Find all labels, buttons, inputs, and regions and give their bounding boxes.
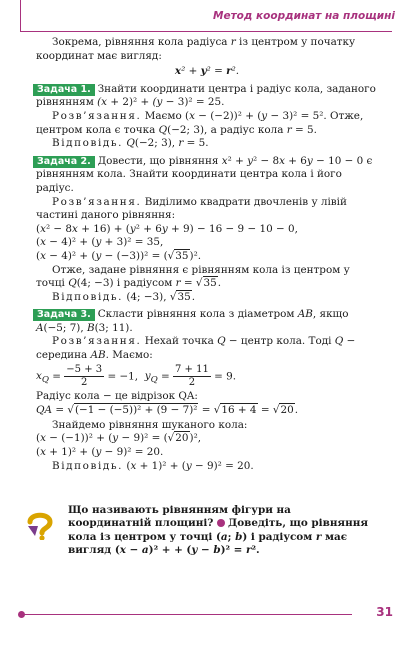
xq-fraction: $\frac{-5 + 3}{2}$: [66, 363, 103, 388]
review-question-box: [36, 504, 376, 572]
task3-solution: Розв’язання. Нехай точка Q − центр кола. Тоді Q − середина AB. Маємо:: [36, 335, 356, 362]
task3-eq1: (x − (−1))² + (y − 9)² = (√20)²,: [36, 432, 202, 445]
task2-answer: Відповідь. (4; −3), √35.: [52, 290, 195, 303]
task3-answer: Відповідь. (x + 1)² + (y − 9)² = 20.: [52, 459, 254, 472]
task3-eq2: (x + 1)² + (y − 9)² = 20.: [36, 446, 164, 459]
task3-statement: Задача 3. Скласти рівняння кола з діаметром AB, якщо A(−5; 7), B(3; 11).: [36, 308, 378, 335]
task3-qa-formula: QA = √(−1 − (−5))² + (9 − 7)² = √16 + 4 = √20.: [36, 404, 298, 417]
task3-found-line: Знайдемо рівняння шуканого кола:: [52, 418, 248, 431]
circle-origin-formula: x² + y² = r².: [174, 65, 240, 78]
header-vertical-rule: [20, 0, 21, 32]
review-questions: Що називають рівнянням фігури на координатній площині? Доведіть, що рівняння кола із центром у точці (a; b) і радіусом r має вигляд (x − a)² + + (y − b)² = r².: [68, 504, 368, 557]
page-number: 31: [376, 605, 393, 619]
bullet-dot-icon: [217, 519, 225, 527]
question-mark-icon: [26, 508, 54, 540]
task1-solution: Розв’язання. Маємо (x − (−2))² + (y − 3)² = 5². Отже, центром кола є точка Q(−2; 3), а радіус кола r = 5.: [36, 109, 364, 136]
task1-statement: Задача 1. Знайти координати центра і радіус кола, заданого рівнянням (x + 2)² + (y − 3)² = 25.: [36, 83, 378, 110]
task2-eq1: (x² − 8x + 16) + (y² + 6y + 9) − 16 − 9 − 10 − 0,: [36, 222, 298, 235]
task1-label: Задача 1.: [33, 84, 95, 96]
task2-conclusion: Отже, задане рівняння є рівнянням кола із центром у точці Q(4; −3) і радіусом r = √35.: [36, 263, 350, 290]
task2-eq2: (x − 4)² + (y + 3)² = 35,: [36, 236, 164, 249]
task2-statement: Задача 2. Довести, що рівняння x² + y² − 8x + 6y − 10 − 0 є рівнянням кола. Знайти координати центра кола і його радіус.: [36, 155, 378, 196]
page-content: [36, 36, 378, 473]
review-question-1: Що називають рівнянням фігури на координатній площині?: [68, 504, 291, 530]
task2-label: Задача 2.: [33, 156, 95, 168]
task3-radius-line: Радіус кола − це відрізок QA:: [36, 389, 198, 402]
task2-eq3: (x − 4)² + (y − (−3))² = (√35)².: [36, 249, 202, 262]
yq-fraction: $\frac{7 + 11}{2}$: [175, 363, 209, 388]
task3-midpoint: $x_Q$ = $\frac{-5 + 3}{2}$ = −1, $y_Q$ = $\frac{7 + 11}{2}$ = 9.: [36, 363, 237, 388]
task3-label: Задача 3.: [33, 309, 95, 321]
header-rule: [20, 31, 392, 32]
running-header-title: Метод координат на площині: [213, 10, 395, 22]
task1-answer: Відповідь. Q(−2; 3), r = 5.: [52, 137, 209, 150]
intro-text: Зокрема, рівняння кола радіуса r із центром у початку координат має вигляд:: [36, 36, 356, 62]
task2-solution-intro: Розв’язання. Виділимо квадрати двочленів у лівій частині даного рівняння:: [36, 195, 347, 222]
footer-rule: [22, 614, 352, 615]
